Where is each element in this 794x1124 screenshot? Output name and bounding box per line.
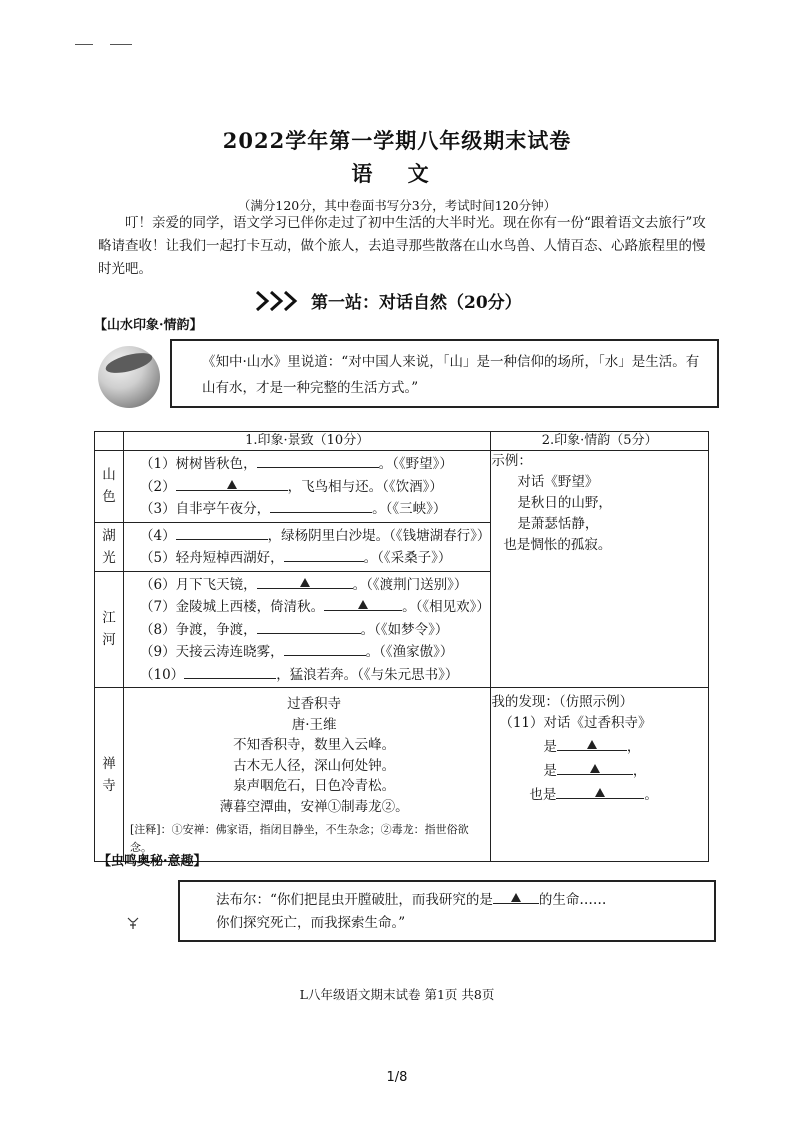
page-footer: L八年级语文期末试卷 第1页 共8页 — [299, 987, 495, 1002]
answer-blank-11c[interactable] — [556, 784, 644, 799]
example-line-1: 对话《野望》 — [517, 474, 599, 490]
example-line-2: 是秋日的山野， — [517, 495, 612, 511]
answer-blank-9[interactable] — [284, 641, 366, 656]
poem-cell — [124, 688, 491, 862]
question-11-line-c: 也是 。 — [491, 784, 708, 806]
discovery-cell — [491, 688, 709, 862]
question-6: （6）月下飞天镜， 。（《渡荆门送别》） — [124, 574, 490, 597]
question-4: （4） ，绿杨阴里白沙堤。（《钱塘湖春行》） — [124, 525, 490, 548]
triangle-marker-icon — [511, 893, 521, 902]
insect-icon — [125, 915, 141, 934]
group-river: 江河 — [95, 571, 124, 688]
exam-intro: 叮！亲爱的同学，语文学习已伴你走过了初中生活的大半时光。现在你有一份“跟着语文去旅行”攻略请查收！让我们一起打卡互动，做个旅人，去追寻那些散落在山水鸟兽、人情百态、心路旅程里的慢时光吧。 — [98, 215, 706, 277]
answer-blank-11b[interactable] — [557, 760, 633, 775]
poem — [124, 688, 490, 817]
question-7: （7）金陵城上西楼，倚清秋。 。（《相见欢》） — [124, 596, 490, 619]
scan-mark-right — [110, 44, 132, 45]
group-mountain: 山色 — [95, 451, 124, 523]
mountain-questions — [124, 451, 491, 523]
example-line-4: 也是惆怅的孤寂。 — [503, 537, 612, 553]
question-2: （2） ，飞鸟相与还。（《饮酒》） — [124, 476, 490, 499]
group-lake: 湖光 — [95, 522, 124, 571]
fabre-quote-line-2: 你们探究死亡，而我探索生命。” — [216, 915, 406, 931]
poem-title: 过香积寺 — [287, 696, 342, 712]
fabre-quote-line-1: 法布尔：“你们把昆虫开膛破肚，而我研究的是 的生命…… — [216, 889, 704, 912]
group-zen: 禅寺 — [95, 688, 124, 862]
col2-header: 2.印象·情韵（5分） — [491, 432, 709, 451]
triangle-marker-icon — [227, 480, 237, 489]
triangle-marker-icon — [595, 788, 605, 797]
triangle-marker-icon — [590, 764, 600, 773]
triangle-marker-icon — [587, 740, 597, 749]
question-3: （3）自非亭午夜分， 。（《三峡》） — [124, 498, 490, 521]
triangle-marker-icon — [300, 578, 310, 587]
triangle-marker-icon — [358, 600, 368, 609]
question-11-line-a: 是 ， — [491, 736, 708, 758]
discovery-label: 我的发现：（仿照示例） — [491, 694, 634, 710]
zhizhong-quote-box — [170, 339, 719, 408]
answer-blank-12[interactable] — [493, 889, 539, 904]
answer-blank-5[interactable] — [284, 547, 364, 562]
fabre-quote-box — [178, 880, 716, 942]
answer-blank-4[interactable] — [176, 525, 268, 540]
scan-mark-left — [75, 44, 93, 45]
question-10: （10） ，猛浪若奔。（《与朱元思书》） — [124, 664, 490, 687]
section-insect-label: 【虫鸣奥秘·意趣】 — [98, 854, 207, 869]
poem-line-4: 薄暮空潭曲，安禅①制毒龙②。 — [219, 798, 409, 815]
question-9: （9）天接云涛连晓雾， 。（《渔家傲》） — [124, 641, 490, 664]
station-title: 第一站：对话自然（20分） — [311, 293, 522, 313]
exam-subject: 语 文 — [351, 161, 443, 186]
col1-header: 1.印象·景致（10分） — [124, 432, 491, 451]
poem-note: [注释]：①安禅：佛家语，指闭目静坐，不生杂念；②毒龙：指世俗欲念。 — [130, 823, 469, 854]
answer-blank-1[interactable] — [257, 453, 379, 468]
question-table — [94, 431, 709, 862]
answer-blank-8[interactable] — [257, 619, 361, 634]
lake-questions — [124, 522, 491, 571]
table-corner — [95, 432, 124, 451]
chevron-arrows-icon — [255, 290, 301, 312]
exam-info: （满分120分，其中卷面书写分3分，考试时间120分钟） — [237, 198, 557, 213]
exam-title: 2022学年第一学期八年级期末试卷 — [222, 128, 572, 153]
section-landscape-label: 【山水印象·情韵】 — [94, 318, 203, 333]
example-cell — [491, 451, 709, 688]
poem-author: 唐·王维 — [291, 716, 337, 733]
answer-blank-10[interactable] — [184, 664, 276, 679]
answer-blank-11a[interactable] — [557, 736, 627, 751]
answer-blank-6[interactable] — [257, 574, 353, 589]
poem-line-2: 古木无人径，深山何处钟。 — [233, 757, 396, 774]
question-11-title: （11）对话《过香积寺》 — [499, 715, 652, 731]
example-line-3: 是萧瑟恬静， — [517, 516, 599, 532]
answer-blank-7[interactable] — [324, 596, 402, 611]
question-11-line-b: 是 ， — [491, 760, 708, 782]
question-1: （1）树树皆秋色， 。（《野望》） — [124, 453, 490, 476]
page-number: 1/8 — [386, 1070, 408, 1085]
station-heading — [255, 288, 522, 313]
river-questions — [124, 571, 491, 688]
answer-blank-3[interactable] — [270, 498, 372, 513]
example-label: 示例： — [491, 453, 532, 469]
poem-line-3: 泉声咽危石，日色冷青松。 — [233, 778, 396, 794]
question-8: （8）争渡，争渡， 。（《如梦令》） — [124, 619, 490, 642]
answer-blank-2[interactable] — [176, 476, 288, 491]
question-5: （5）轻舟短棹西湖好， 。（《采桑子》） — [124, 547, 490, 570]
poem-line-1: 不知香积寺，数里入云峰。 — [233, 737, 396, 753]
zhizhong-quote: 《知中·山水》里说道：“对中国人来说，「山」是一种信仰的场所，「水」是生活。有山有水，才是一种完整的生活方式。” — [202, 354, 700, 396]
